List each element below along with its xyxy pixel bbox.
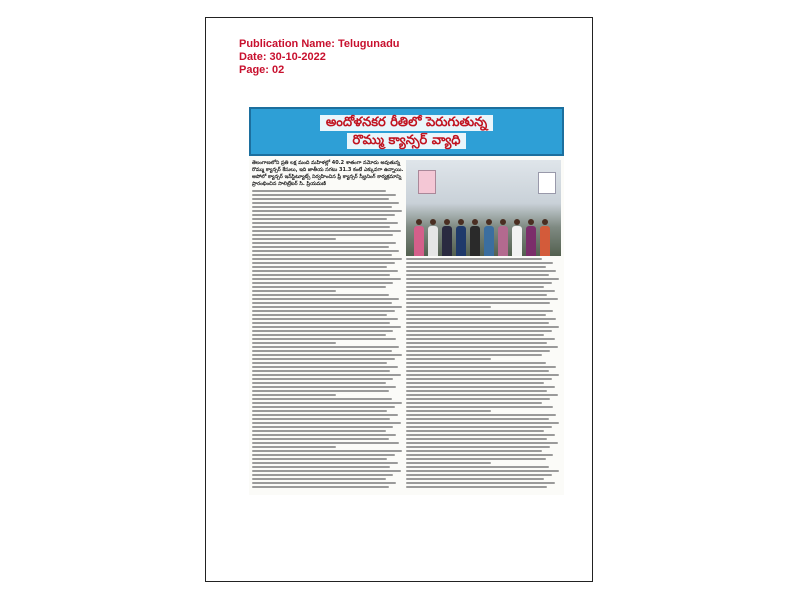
- body-text-line: [252, 286, 386, 288]
- body-text-line: [406, 262, 553, 264]
- body-text-line: [406, 354, 542, 356]
- photo-person: [428, 219, 438, 256]
- body-text-line: [406, 334, 544, 336]
- body-text-line: [406, 414, 556, 416]
- body-text-line: [406, 294, 547, 296]
- body-text-line: [252, 486, 389, 488]
- body-text-line: [406, 430, 544, 432]
- body-text-line: [252, 310, 395, 312]
- body-text-line: [252, 350, 392, 352]
- body-text-line: [406, 298, 558, 300]
- body-text-line: [252, 242, 396, 244]
- body-text-line: [252, 246, 389, 248]
- body-text-line: [252, 202, 399, 204]
- body-text-line: [252, 474, 393, 476]
- article-subheading-block: [252, 160, 404, 188]
- body-text-line: [406, 442, 558, 444]
- body-text-line: [252, 314, 387, 316]
- body-text-line: [252, 338, 396, 340]
- body-text-line: [406, 326, 559, 328]
- body-text-line: [252, 198, 389, 200]
- body-text-line: [252, 302, 392, 304]
- poster-left: [418, 170, 436, 194]
- body-text-line: [406, 434, 555, 436]
- body-text-line: [252, 438, 389, 440]
- body-text-line: [406, 378, 552, 380]
- body-text-line: [252, 482, 396, 484]
- body-text-line: [406, 278, 559, 280]
- body-text-line: [252, 330, 393, 332]
- body-text-line: [406, 386, 555, 388]
- body-text-line: [252, 290, 336, 292]
- body-text-line: [406, 258, 542, 260]
- body-text-line: [406, 390, 547, 392]
- article-column-right: [406, 258, 561, 490]
- photo-person: [484, 219, 494, 256]
- body-text-line: [406, 478, 544, 480]
- publication-meta: [239, 38, 400, 77]
- body-text-line: [252, 378, 393, 380]
- event-photo: [406, 160, 561, 256]
- body-text-line: [252, 426, 393, 428]
- headline-banner: [249, 107, 564, 156]
- body-text-line: [252, 214, 395, 216]
- body-text-line: [406, 290, 555, 292]
- body-text-line: [406, 358, 491, 360]
- body-text-line: [252, 442, 399, 444]
- body-text-line: [406, 450, 542, 452]
- body-text-line: [252, 318, 398, 320]
- body-text-line: [406, 330, 552, 332]
- body-text-line: [406, 362, 546, 364]
- body-text-line: [252, 218, 387, 220]
- publication-name: Publication Name: Telugunadu: [239, 38, 400, 50]
- body-text-line: [252, 390, 389, 392]
- body-text-line: [252, 414, 398, 416]
- body-text-line: [252, 354, 402, 356]
- body-text-line: [252, 430, 386, 432]
- body-text-line: [252, 450, 402, 452]
- body-text-line: [252, 194, 396, 196]
- body-text-line: [406, 302, 550, 304]
- body-text-line: [252, 322, 390, 324]
- body-text-line: [252, 446, 336, 448]
- article-subheading: తెలంగాణలోని ప్రతి లక్ష మంది మహిళల్లో 40.2 శాతంగా నమోదు అవుతున్న రొమ్ము క్యాన్సర్ కేసులు, ఇది జాతీయ సగటు 31.3 కంటే ఎక్కువగా ఉన్నాయి. అపోలో క్యాన్సర్ ఇన్‌స్టిట్యూట్స్ నిర్వహించిన ఫ్రీ క్యాన్సర్ స్క్రీనింగ్ కార్యక్రమాన్ని ప్రారంభించిన సాలిట్రేటర్ సి. ప్రియమణి: [252, 160, 404, 187]
- body-text-line: [406, 282, 552, 284]
- body-text-line: [406, 446, 550, 448]
- body-text-line: [406, 418, 549, 420]
- body-text-line: [406, 466, 549, 468]
- body-text-line: [252, 282, 393, 284]
- body-text-line: [406, 342, 547, 344]
- body-text-line: [252, 222, 398, 224]
- body-text-line: [252, 278, 401, 280]
- body-text-line: [406, 286, 544, 288]
- body-text-line: [406, 374, 559, 376]
- body-text-line: [406, 470, 559, 472]
- body-text-line: [252, 358, 395, 360]
- body-text-line: [406, 366, 556, 368]
- body-text-line: [406, 382, 544, 384]
- body-text-line: [406, 462, 491, 464]
- body-text-line: [252, 334, 386, 336]
- body-text-line: [252, 402, 402, 404]
- body-text-line: [252, 294, 389, 296]
- body-text-line: [406, 482, 555, 484]
- body-text-line: [252, 458, 387, 460]
- body-text-line: [252, 478, 386, 480]
- body-text-line: [406, 438, 547, 440]
- body-text-line: [406, 410, 491, 412]
- body-text-line: [252, 346, 399, 348]
- body-text-line: [252, 298, 399, 300]
- body-text-line: [406, 370, 549, 372]
- body-text-line: [252, 266, 387, 268]
- poster-right: [538, 172, 556, 194]
- photo-person: [512, 219, 522, 256]
- publication-page: Page: 02: [239, 64, 285, 76]
- body-text-line: [252, 342, 336, 344]
- body-text-line: [252, 366, 398, 368]
- photo-person: [456, 219, 466, 256]
- photo-person: [498, 219, 508, 256]
- body-text-line: [252, 398, 392, 400]
- body-text-line: [406, 346, 558, 348]
- body-text-line: [406, 318, 556, 320]
- body-text-line: [252, 466, 390, 468]
- publication-date: Date: 30-10-2022: [239, 51, 326, 63]
- body-text-line: [252, 454, 395, 456]
- body-text-line: [406, 310, 553, 312]
- body-text-line: [252, 254, 392, 256]
- body-text-line: [406, 306, 491, 308]
- body-text-line: [406, 402, 542, 404]
- body-text-line: [406, 398, 550, 400]
- body-text-line: [406, 274, 549, 276]
- body-text-line: [252, 306, 402, 308]
- photo-person: [540, 219, 550, 256]
- photo-person: [414, 219, 424, 256]
- body-text-line: [252, 206, 392, 208]
- body-text-line: [406, 338, 555, 340]
- body-text-line: [252, 410, 387, 412]
- body-text-line: [406, 394, 558, 396]
- body-text-line: [252, 190, 386, 192]
- body-text-line: [252, 234, 393, 236]
- body-text-line: [406, 406, 553, 408]
- body-text-line: [252, 422, 401, 424]
- body-text-line: [406, 426, 552, 428]
- body-text-line: [252, 374, 401, 376]
- body-text-line: [406, 486, 547, 488]
- headline-line-1: అందోళనకర రీతిలో పెరుగుతున్న: [320, 115, 493, 131]
- body-text-line: [252, 418, 390, 420]
- body-text-line: [252, 326, 401, 328]
- body-text-line: [252, 470, 401, 472]
- body-text-line: [252, 394, 336, 396]
- body-text-line: [252, 462, 398, 464]
- body-text-line: [252, 238, 336, 240]
- article-column-left: [252, 190, 404, 490]
- body-text-line: [406, 454, 553, 456]
- body-text-line: [252, 210, 402, 212]
- body-text-line: [406, 350, 550, 352]
- body-text-line: [252, 226, 390, 228]
- body-text-line: [252, 262, 395, 264]
- body-text-line: [406, 270, 556, 272]
- body-text-line: [252, 362, 387, 364]
- body-text-line: [406, 266, 546, 268]
- body-text-line: [406, 314, 546, 316]
- photo-person: [470, 219, 480, 256]
- photo-person: [442, 219, 452, 256]
- body-text-line: [252, 250, 399, 252]
- body-text-line: [406, 458, 546, 460]
- body-text-line: [252, 230, 401, 232]
- body-text-line: [252, 370, 390, 372]
- body-text-line: [252, 270, 398, 272]
- body-text-line: [252, 382, 386, 384]
- headline-line-2: రొమ్ము క్యాన్సర్ వ్యాధి: [347, 133, 467, 149]
- body-text-line: [406, 474, 552, 476]
- body-text-line: [406, 322, 549, 324]
- body-text-line: [252, 258, 402, 260]
- body-text-line: [252, 406, 395, 408]
- body-text-line: [252, 274, 390, 276]
- body-text-line: [252, 434, 396, 436]
- body-text-line: [252, 386, 396, 388]
- body-text-line: [406, 422, 559, 424]
- photo-person: [526, 219, 536, 256]
